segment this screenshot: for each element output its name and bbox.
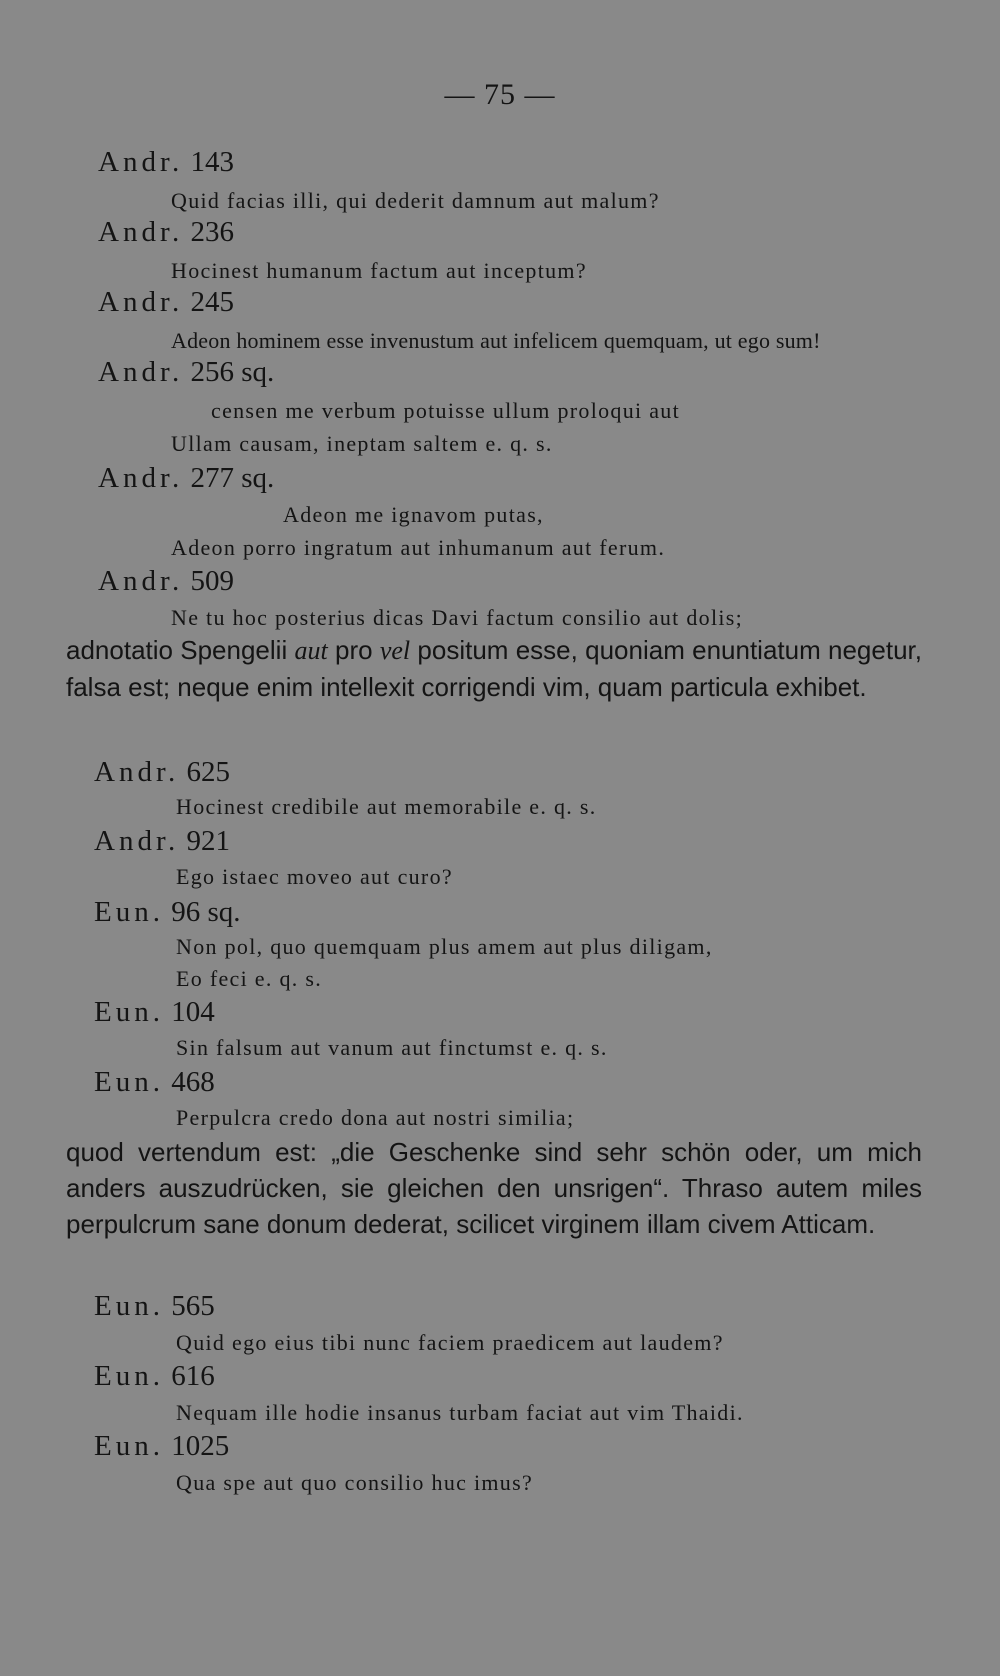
citation-number: 509 <box>190 565 234 597</box>
quotation-line: Nequam ille hodie insanus turbam faciat aut vim Thaidi. <box>176 1400 744 1425</box>
citation-work: Andr. <box>98 462 184 494</box>
citation-ref <box>94 896 241 929</box>
citation-ref <box>98 356 274 389</box>
citation-number: 104 <box>171 996 215 1028</box>
quotation-line: Ullam causam, ineptam saltem e. q. s. <box>171 431 553 456</box>
quotation-line: Eo feci e. q. s. <box>176 966 323 991</box>
quotation-line: Qua spe aut quo consilio huc imus? <box>176 1470 534 1495</box>
quotation-line: Adeon porro ingratum aut inhumanum aut ferum. <box>171 535 666 560</box>
citation-ref <box>98 462 274 495</box>
citation-number: 921 <box>186 825 230 857</box>
commentary-text: pro <box>327 635 380 665</box>
citation-ref <box>98 216 234 249</box>
citation-ref <box>98 565 234 598</box>
commentary-paragraph <box>66 632 922 705</box>
quotation-line: Quid ego eius tibi nunc faciem praedicem aut laudem? <box>176 1330 724 1355</box>
citation-ref <box>94 1290 215 1323</box>
citation-ref <box>94 825 230 858</box>
quotation-line: Quid facias illi, qui dederit damnum aut malum? <box>171 188 660 213</box>
citation-ref <box>98 146 234 179</box>
citation-ref <box>94 996 215 1029</box>
citation-work: Eun. <box>94 1430 164 1462</box>
citation-number: 96 sq. <box>171 896 241 928</box>
citation-number: 236 <box>190 216 234 248</box>
citation-number: 468 <box>171 1066 215 1098</box>
citation-number: 277 sq. <box>190 462 275 494</box>
citation-number: 565 <box>171 1290 215 1322</box>
citation-ref <box>94 1430 229 1463</box>
commentary-paragraph: quod vertendum est: „die Geschenke sind sehr schön oder, um mich anders auszudrücken, sie gleichen den unsrigen“. Thraso autem miles perpulcrum sane donum dederat, scilicet virginem illam civem Atticam. <box>66 1137 922 1239</box>
quotation-line: Hocinest credibile aut memorabile e. q. s. <box>176 794 597 819</box>
citation-work: Andr. <box>98 356 184 388</box>
commentary-italic-term: aut <box>294 636 328 665</box>
citation-work: Andr. <box>98 146 184 178</box>
citation-ref <box>98 286 234 319</box>
citation-number: 616 <box>171 1360 215 1392</box>
citation-work: Eun. <box>94 1066 164 1098</box>
citation-work: Andr. <box>98 216 184 248</box>
quotation-line: Adeon me ignavom putas, <box>283 502 544 527</box>
commentary-text: adnotatio Spengelii <box>66 635 295 665</box>
citation-work: Andr. <box>98 565 184 597</box>
citation-number: 625 <box>186 756 230 788</box>
quotation-line: Ne tu hoc posterius dicas Davi factum consilio aut dolis; <box>171 605 744 630</box>
quotation-line: censen me verbum potuisse ullum proloqui aut <box>211 398 681 423</box>
citation-ref <box>94 756 230 789</box>
citation-work: Eun. <box>94 1360 164 1392</box>
commentary-italic-term: vel <box>379 636 411 665</box>
commentary-text: positum esse, quoniam enuntiatum negetur, falsa est; neque enim intellexit corrigendi vim, quam particula exhibet. <box>66 635 922 702</box>
citation-work: Eun. <box>94 896 164 928</box>
citation-work: Eun. <box>94 1290 164 1322</box>
citation-work: Andr. <box>98 286 184 318</box>
citation-work: Eun. <box>94 996 164 1028</box>
citation-number: 1025 <box>171 1430 230 1462</box>
citation-ref <box>94 1066 215 1099</box>
quotation-line: Hocinest humanum factum aut inceptum? <box>171 258 587 283</box>
citation-number: 256 sq. <box>190 356 275 388</box>
citation-work: Andr. <box>94 756 180 788</box>
quotation-line: Sin falsum aut vanum aut finctumst e. q. s. <box>176 1035 608 1060</box>
quotation-line: Ego istaec moveo aut curo? <box>176 864 453 889</box>
quotation-line: Adeon hominem esse invenustum aut infelicem quemquam, ut ego sum! <box>171 328 821 353</box>
citation-number: 245 <box>190 286 234 318</box>
page-number: — 75 — <box>444 78 556 111</box>
quotation-line: Perpulcra credo dona aut nostri similia; <box>176 1105 575 1130</box>
citation-ref <box>94 1360 215 1393</box>
citation-work: Andr. <box>94 825 180 857</box>
quotation-line: Non pol, quo quemquam plus amem aut plus diligam, <box>176 934 713 959</box>
citation-number: 143 <box>190 146 234 178</box>
